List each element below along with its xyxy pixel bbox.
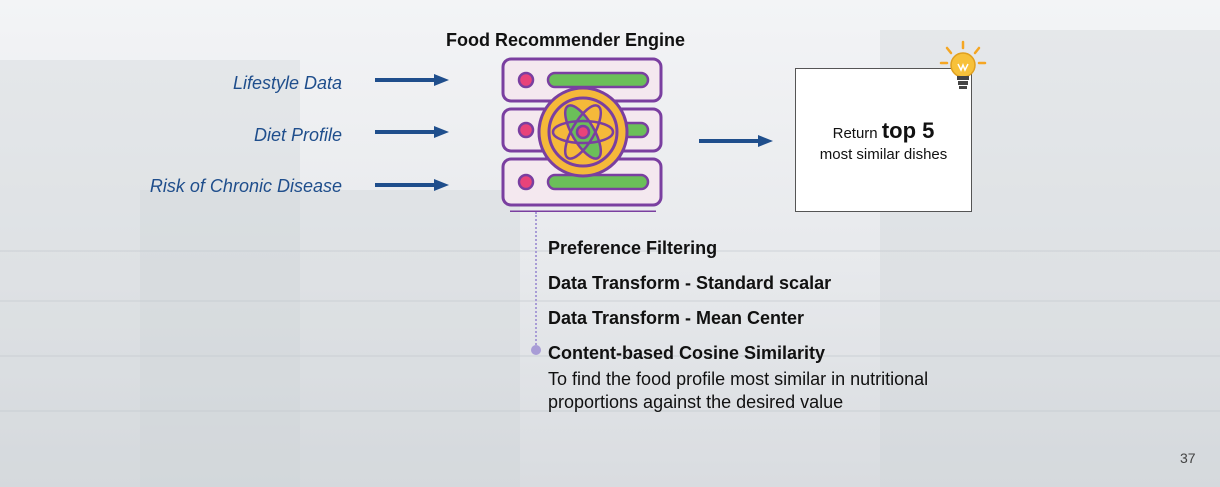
- input-lifestyle-data: Lifestyle Data: [232, 73, 342, 93]
- input-chronic-disease-risk: Risk of Chronic Disease: [149, 176, 342, 196]
- step-description: To find the food profile most similar in nutritional proportions against the desired value: [548, 369, 929, 412]
- page-number: 37: [1180, 450, 1196, 466]
- step-title: Content-based Cosine Similarity: [548, 343, 826, 363]
- pipeline-step: [548, 238, 948, 259]
- output-prefix: Return: [832, 124, 878, 142]
- arrow-right-icon: [374, 124, 450, 140]
- pipeline-connector: [535, 212, 537, 348]
- step-title: Data Transform - Standard scalar: [548, 273, 832, 293]
- step-title: Preference Filtering: [548, 238, 718, 258]
- pipeline-step: [548, 308, 948, 329]
- input-diet-profile: Diet Profile: [253, 125, 342, 145]
- output-line-1: [833, 118, 935, 144]
- arrow-right-icon: [374, 72, 450, 88]
- pipeline-step: [548, 343, 948, 414]
- arrow-right-icon: [374, 177, 450, 193]
- output-suffix: most similar dishes: [819, 145, 948, 163]
- pipeline-steps: [548, 238, 948, 428]
- diagram-title: Food Recommender Engine: [446, 30, 686, 50]
- arrow-right-icon: [698, 133, 774, 149]
- step-title: Data Transform - Mean Center: [548, 308, 805, 328]
- output-highlight: top 5: [881, 117, 935, 143]
- pipeline-connector-end: [531, 345, 541, 355]
- pipeline-step: [548, 273, 948, 294]
- lightbulb-icon: [937, 40, 989, 94]
- recommender-server-icon: [500, 56, 666, 212]
